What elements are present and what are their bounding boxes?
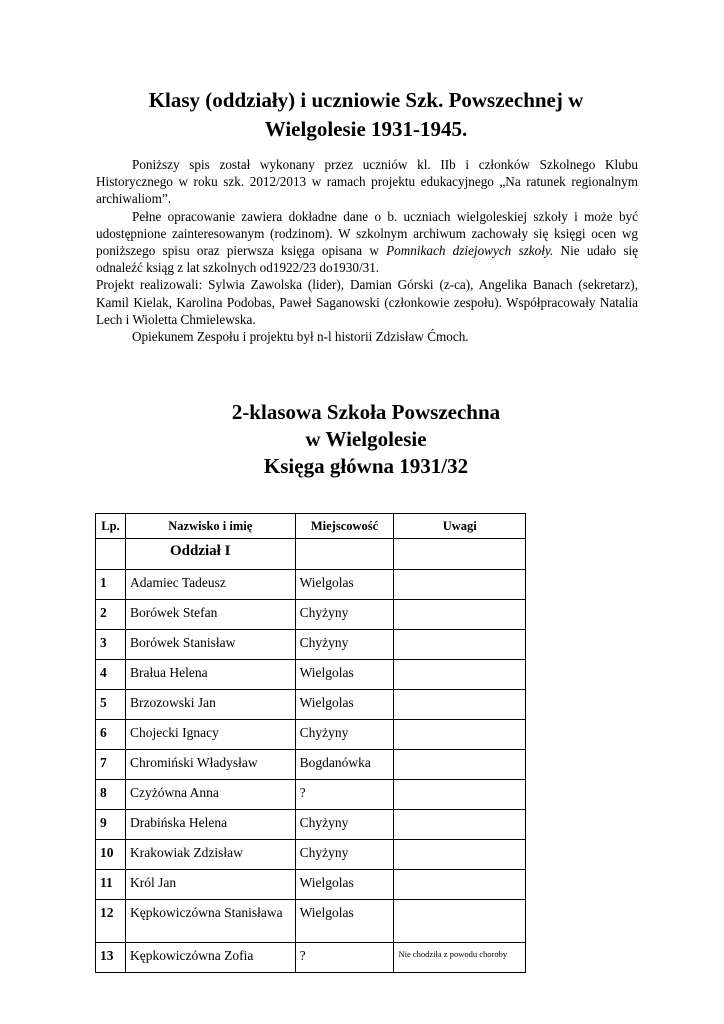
lp-cell: 4 bbox=[96, 660, 126, 690]
name-cell: Brzozowski Jan bbox=[125, 690, 295, 720]
place-cell: Chyżyny bbox=[295, 840, 394, 870]
header-notes: Uwagi bbox=[394, 514, 526, 539]
name-cell: Król Jan bbox=[125, 870, 295, 900]
intro-paragraph-2 bbox=[96, 208, 638, 277]
lp-cell: 3 bbox=[96, 630, 126, 660]
notes-cell bbox=[394, 660, 526, 690]
lp-cell: 5 bbox=[96, 690, 126, 720]
header-place: Miejscowość bbox=[295, 514, 394, 539]
notes-cell bbox=[394, 840, 526, 870]
notes-cell bbox=[394, 630, 526, 660]
table-row bbox=[96, 720, 526, 750]
table-row bbox=[96, 900, 526, 943]
place-cell: Wielgolas bbox=[295, 870, 394, 900]
table-row bbox=[96, 690, 526, 720]
lp-cell: 13 bbox=[96, 943, 126, 973]
lp-cell: 2 bbox=[96, 600, 126, 630]
notes-cell bbox=[394, 600, 526, 630]
notes-cell bbox=[394, 750, 526, 780]
table-row bbox=[96, 750, 526, 780]
name-cell: Borówek Stanisław bbox=[125, 630, 295, 660]
table-header-row bbox=[96, 514, 526, 539]
place-cell: Wielgolas bbox=[295, 570, 394, 600]
intro-paragraph-4: Opiekunem Zespołu i projektu był n-l historii Zdzisław Ćmoch. bbox=[132, 329, 469, 345]
name-cell: Kępkowiczówna Zofia bbox=[125, 943, 295, 973]
place-cell: ? bbox=[295, 943, 394, 973]
section-place-cell bbox=[295, 539, 394, 570]
place-cell: Wielgolas bbox=[295, 690, 394, 720]
student-register-table bbox=[95, 513, 526, 973]
lp-cell: 11 bbox=[96, 870, 126, 900]
lp-cell: 1 bbox=[96, 570, 126, 600]
table-row bbox=[96, 840, 526, 870]
table-row bbox=[96, 660, 526, 690]
notes-cell bbox=[394, 780, 526, 810]
header-name: Nazwisko i imię bbox=[125, 514, 295, 539]
name-cell: Drabińska Helena bbox=[125, 810, 295, 840]
intro-paragraph-2-text-a: Pełne opracowanie zawiera dokładne dane o b. uczniach wielgoleskiej szkoły i może być udostępnione zainteresowanym (rodzinom). W szkolnym archiwum zachowały się księgi ocen wg poniższego spisu oraz pierwsza księga opisana w bbox=[96, 208, 638, 259]
name-cell: Adamiec Tadeusz bbox=[125, 570, 295, 600]
place-cell: Wielgolas bbox=[295, 900, 394, 943]
name-cell: Brałua Helena bbox=[125, 660, 295, 690]
intro-text bbox=[96, 156, 638, 345]
name-cell: Chromiński Władysław bbox=[125, 750, 295, 780]
table-row bbox=[96, 810, 526, 840]
school-heading-line-1: 2-klasowa Szkoła Powszechna bbox=[231, 400, 501, 424]
table-row bbox=[96, 600, 526, 630]
document-title bbox=[96, 86, 636, 144]
table-row bbox=[96, 570, 526, 600]
table-row bbox=[96, 630, 526, 660]
header-lp: Lp. bbox=[96, 514, 126, 539]
section-row bbox=[96, 539, 526, 570]
intro-paragraph-2-italic: Pomnikach dziejowych szkoły. bbox=[386, 243, 554, 259]
notes-cell: Nie chodziła z powodu choroby bbox=[394, 943, 526, 973]
place-cell: Chyżyny bbox=[295, 810, 394, 840]
document-title-line-1: Klasy (oddziały) i uczniowie Szk. Powszechnej w bbox=[148, 88, 584, 112]
notes-cell bbox=[394, 690, 526, 720]
section-lp-cell bbox=[96, 539, 126, 570]
lp-cell: 12 bbox=[96, 900, 126, 943]
name-cell: Czyżówna Anna bbox=[125, 780, 295, 810]
notes-cell bbox=[394, 720, 526, 750]
place-cell: Bogdanówka bbox=[295, 750, 394, 780]
notes-cell bbox=[394, 810, 526, 840]
section-notes-cell bbox=[394, 539, 526, 570]
name-cell: Kępkowiczówna Stanisława bbox=[125, 900, 295, 943]
lp-cell: 9 bbox=[96, 810, 126, 840]
school-heading bbox=[96, 399, 636, 480]
lp-cell: 7 bbox=[96, 750, 126, 780]
lp-cell: 10 bbox=[96, 840, 126, 870]
section-label: Oddział I bbox=[125, 539, 295, 570]
intro-paragraph-3: Projekt realizowali: Sylwia Zawolska (lider), Damian Górski (z-ca), Angelika Banach (sekretarz), Kamil Kielak, Karolina Podobas, Paweł Saganowski (członkowie zespołu). Współpracowały Natalia Lech i Wioletta Chmielewska. bbox=[96, 277, 638, 327]
table-row bbox=[96, 870, 526, 900]
name-cell: Chojecki Ignacy bbox=[125, 720, 295, 750]
school-heading-line-2: w Wielgolesie bbox=[305, 427, 427, 451]
lp-cell: 8 bbox=[96, 780, 126, 810]
notes-cell bbox=[394, 900, 526, 943]
place-cell: ? bbox=[295, 780, 394, 810]
place-cell: Chyżyny bbox=[295, 630, 394, 660]
lp-cell: 6 bbox=[96, 720, 126, 750]
name-cell: Borówek Stefan bbox=[125, 600, 295, 630]
intro-paragraph-2-text-b: Nie udało się odnaleźć ksiąg z lat szkolnych od1922/23 do1930/31. bbox=[96, 243, 638, 276]
place-cell: Chyżyny bbox=[295, 720, 394, 750]
table-row bbox=[96, 943, 526, 973]
table-row bbox=[96, 780, 526, 810]
notes-cell bbox=[394, 870, 526, 900]
place-cell: Wielgolas bbox=[295, 660, 394, 690]
name-cell: Krakowiak Zdzisław bbox=[125, 840, 295, 870]
notes-cell bbox=[394, 570, 526, 600]
document-title-line-2: Wielgolesie 1931-1945. bbox=[264, 117, 468, 141]
place-cell: Chyżyny bbox=[295, 600, 394, 630]
school-heading-line-3: Księga główna 1931/32 bbox=[263, 454, 469, 478]
intro-paragraph-1: Poniższy spis został wykonany przez uczniów kl. IIb i członków Szkolnego Klubu Historycznego w roku szk. 2012/2013 w ramach projektu edukacyjnego „Na ratunek regionalnym archiwaliom”. bbox=[96, 157, 638, 207]
